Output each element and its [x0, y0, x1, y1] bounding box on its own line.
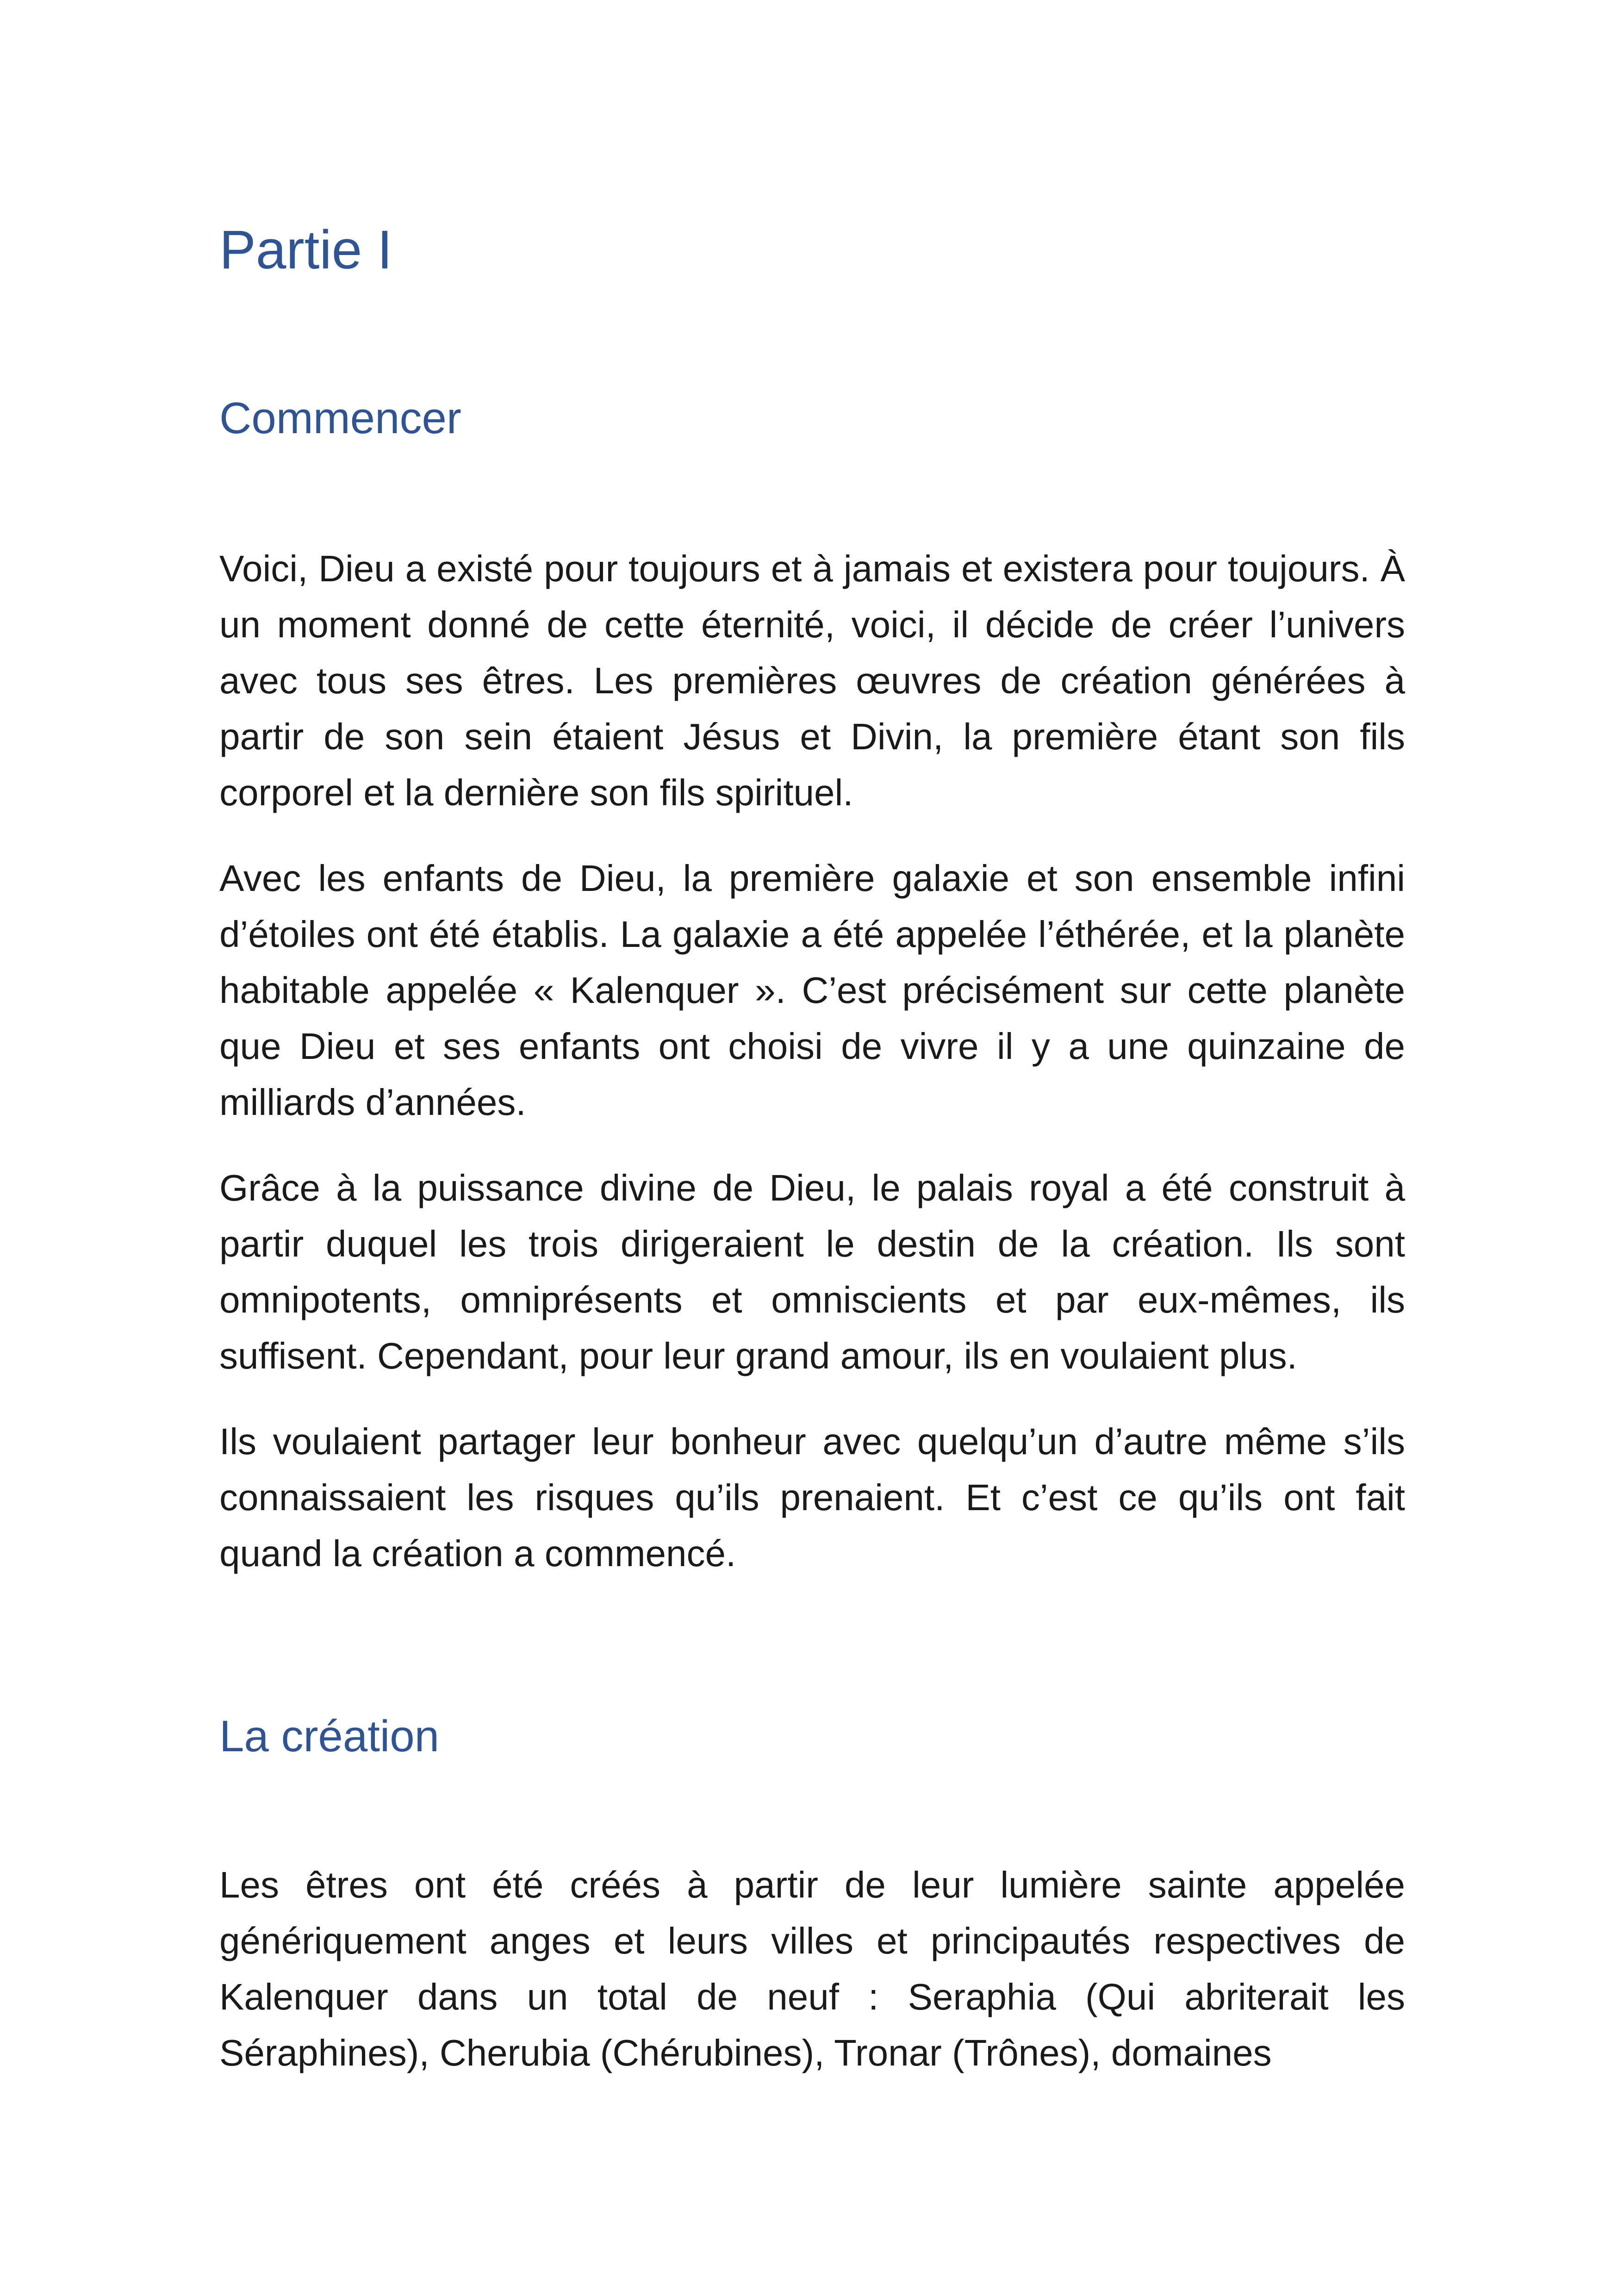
paragraph: Voici, Dieu a existé pour toujours et à jamais et existera pour toujours. À un moment donné de cette éternité, voici, il décide de créer l’univers avec tous ses êtres. Les premières œuvres de création générées à partir de son sein étaient Jésus et Divin, la première étant son fils corporel et la dernière son fils spirituel. — [219, 548, 1405, 813]
section-title-la-creation: La création — [219, 1711, 439, 1761]
paragraph: Les êtres ont été créés à partir de leur lumière sainte appelée génériquement anges et leurs villes et principautés respectives de Kalenquer dans un total de neuf : Seraphia (Qui abriterait les Séraphines), Cherubia (Chérubines), Tronar (Trônes), domaines — [219, 1864, 1405, 2073]
paragraph: Grâce à la puissance divine de Dieu, le palais royal a été construit à partir duquel les trois dirigeraient le destin de la création. Ils sont omnipotents, omniprésents et omniscients et par eux-mêmes, ils suffisent. Cependant, pour leur grand amour, ils en voulaient plus. — [219, 1167, 1405, 1376]
part-title: Partie I — [219, 219, 392, 280]
paragraph: Avec les enfants de Dieu, la première galaxie et son ensemble infini d’étoiles ont été établis. La galaxie a été appelée l’éthérée, et la planète habitable appelée « Kalenquer ». C’est précisément sur cette planète que Dieu et ses enfants ont choisi de vivre il y a une quinzaine de milliards d’années. — [219, 858, 1405, 1123]
section-la-creation-body — [219, 1857, 1405, 2110]
paragraph: Ils voulaient partager leur bonheur avec quelqu’un d’autre même s’ils connaissaient les risques qu’ils prenaient. Et c’est ce qu’ils ont fait quand la création a commencé. — [219, 1421, 1405, 1574]
section-commencer-body — [219, 541, 1405, 1611]
section-title-commencer: Commencer — [219, 393, 461, 443]
